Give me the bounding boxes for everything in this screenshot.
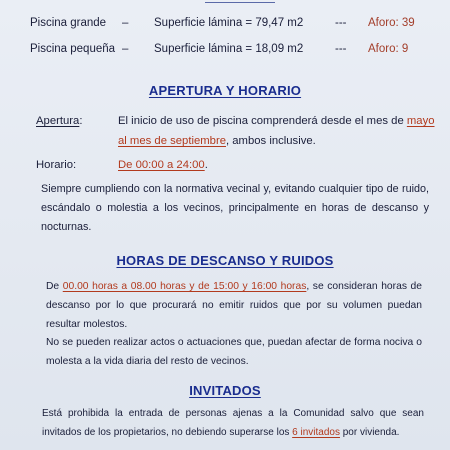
apertura-text-1: El inicio de uso de piscina comprenderá desde el mes de [118,115,407,127]
pool-large-dash: – [122,17,129,29]
normativa-paragraph: Siempre cumpliendo con la normativa vecinal y, evitando cualquier tipo de ruido, escándalo o molestia a los vecinos, principalmente en horas de descanso y nocturnas. [41,183,429,233]
apertura-heading: APERTURA Y HORARIO [148,83,302,98]
invitados-limit: 6 invitados [292,427,340,438]
apertura-line-2 [118,131,316,151]
pool-small-name: Piscina pequeña [30,43,116,55]
invitados-p-b: por vivienda. [339,427,400,438]
pool-large-surface: Superficie lámina = 79,47 m2 [154,17,304,29]
apertura-label: Apertura [36,115,80,127]
descanso-p1-b: , se consideran horas de descanso por lo que procurará no emitir ruidos que por su volumen puedan resultar molestos. [46,281,422,330]
apertura-line-1 [118,111,435,131]
pool-large-aforo: Aforo: 39 [368,17,415,29]
pool-large-name: Piscina grande [30,17,107,29]
horario-line [118,155,208,175]
horario-value: De 00:00 a 24:00 [118,159,205,171]
apertura-label-group [36,111,82,131]
descanso-p1-a: De [46,281,63,292]
pool-small-sep: --- [335,43,347,55]
horario-dot: . [204,159,208,171]
pool-small-dash: – [122,43,129,55]
horario-label: Horario: [36,159,77,171]
pool-small-surface: Superficie lámina = 18,09 m2 [154,43,304,55]
invitados-heading: INVITADOS [189,383,261,398]
pool-small-aforo: Aforo: 9 [368,43,409,55]
descanso-hours: 00.00 horas a 08.00 horas y de 15:00 y 16:00 horas [62,281,307,292]
invitados-p-a: Está prohibida la entrada de personas ajenas a la Comunidad salvo que sean invitados de los propietarios, no debiendo superarse los [42,408,424,438]
descanso-paragraph-1 [46,277,422,334]
descanso-heading: HORAS DE DESCANSO Y RUIDOS [116,253,334,268]
cropped-heading-underline [205,0,275,3]
invitados-paragraph [42,404,424,442]
apertura-colon: : [79,115,83,127]
pool-large-sep: --- [335,17,347,29]
descanso-paragraph-2: No se pueden realizar actos o actuaciones que, puedan afectar de forma nociva o molesta a la vida diaria del resto de vecinos. [46,337,422,367]
apertura-month-end: al mes de septiembre [118,135,226,147]
apertura-text-2: , ambos inclusive. [226,135,316,147]
apertura-month-start: mayo [406,115,435,127]
